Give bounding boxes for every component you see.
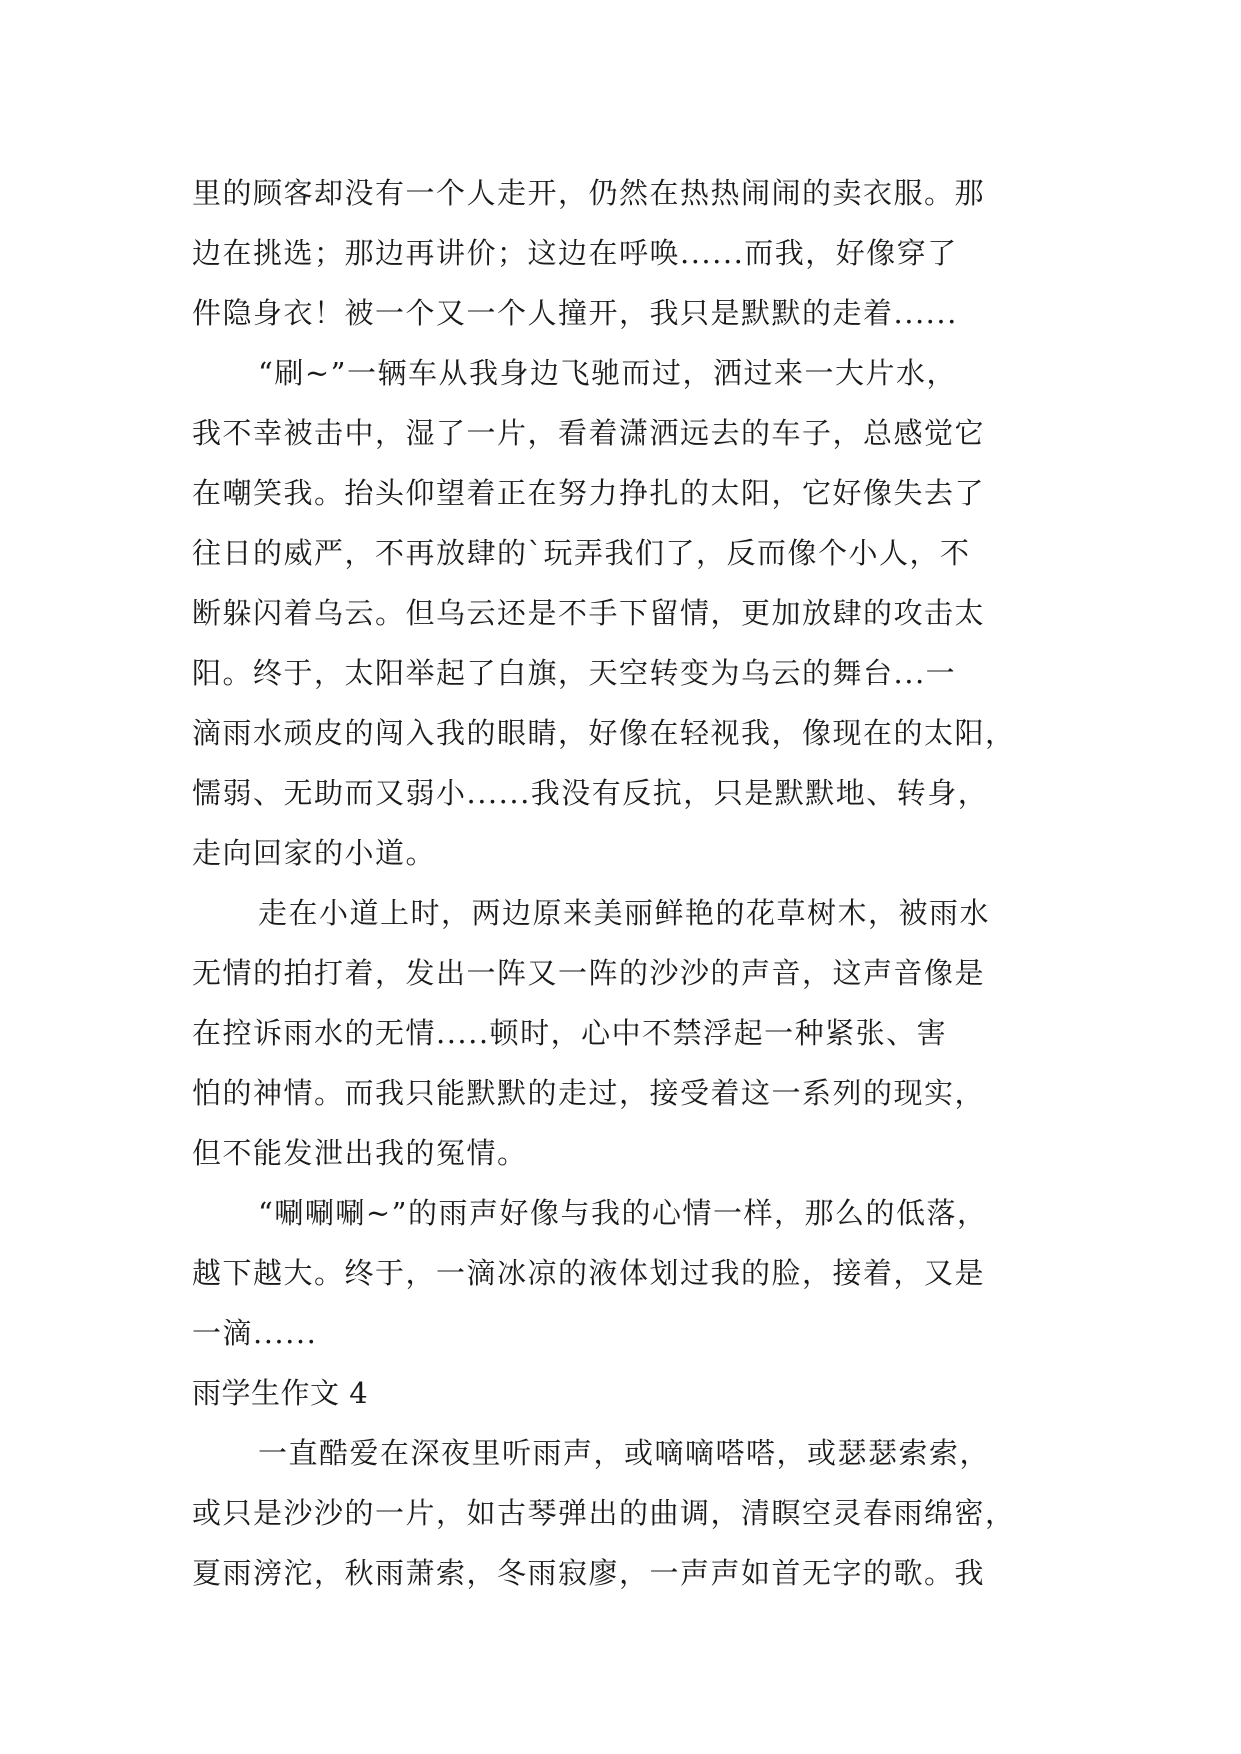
document-body [192, 163, 1072, 1603]
text-line: 在控诉雨水的无情.....顿时，心中不禁浮起一种紧张、害 [192, 1016, 948, 1050]
text-line: 断躲闪着乌云。但乌云还是不手下留情，更加放肆的攻击太 [192, 596, 986, 630]
text-line: 无情的拍打着，发出一阵又一阵的沙沙的声音，这声音像是 [192, 956, 986, 990]
text-line: 懦弱、无助而又弱小......我没有反抗，只是默默地、转身， [192, 776, 989, 810]
text-line: 夏雨滂沱，秋雨萧索，冬雨寂廖，一声声如首无字的歌。我 [192, 1556, 986, 1590]
section-heading: 雨学生作文 4 [192, 1376, 369, 1410]
text-line: 我不幸被击中，湿了一片，看着潇洒远去的车子，总感觉它 [192, 416, 986, 450]
text-line: 里的顾客却没有一个人走开，仍然在热热闹闹的卖衣服。那 [192, 176, 986, 210]
text-line: 或只是沙沙的一片，如古琴弹出的曲调，清瞑空灵春雨绵密， [192, 1496, 1016, 1530]
text-line: 阳。终于，太阳举起了白旗，天空转变为乌云的舞台...一 [192, 656, 957, 690]
paragraph-first-line: “唰唰唰~”的雨声好像与我的心情一样，那么的低落， [258, 1196, 988, 1230]
paragraph-first-line: 走在小道上时，两边原来美丽鲜艳的花草树木，被雨水 [258, 896, 991, 930]
text-line: 往日的威严，不再放肆的`玩弄我们了，反而像个小人，不 [192, 536, 971, 570]
text-line: 越下越大。终于，一滴冰凉的液体划过我的脸，接着，又是 [192, 1256, 986, 1290]
text-line: 边在挑选；那边再讲价；这边在呼唤......而我，好像穿了 [192, 236, 958, 270]
text-line: 在嘲笑我。抬头仰望着正在努力挣扎的太阳，它好像失去了 [192, 476, 986, 510]
text-line: 走向回家的小道。 [192, 836, 437, 870]
text-line: 一滴...... [192, 1316, 318, 1350]
paragraph-first-line: “刷~”一辆车从我身边飞驰而过，洒过来一大片水， [258, 356, 957, 390]
text-line: 滴雨水顽皮的闯入我的眼睛，好像在轻视我，像现在的太阳， [192, 716, 1016, 750]
paragraph-first-line: 一直酷爱在深夜里听雨声，或嘀嘀嗒嗒，或瑟瑟索索， [258, 1436, 991, 1470]
text-line: 怕的神情。而我只能默默的走过，接受着这一系列的现实， [192, 1076, 986, 1110]
text-line: 但不能发泄出我的冤情。 [192, 1136, 528, 1170]
text-line: 件隐身衣！被一个又一个人撞开，我只是默默的走着...... [192, 296, 958, 330]
